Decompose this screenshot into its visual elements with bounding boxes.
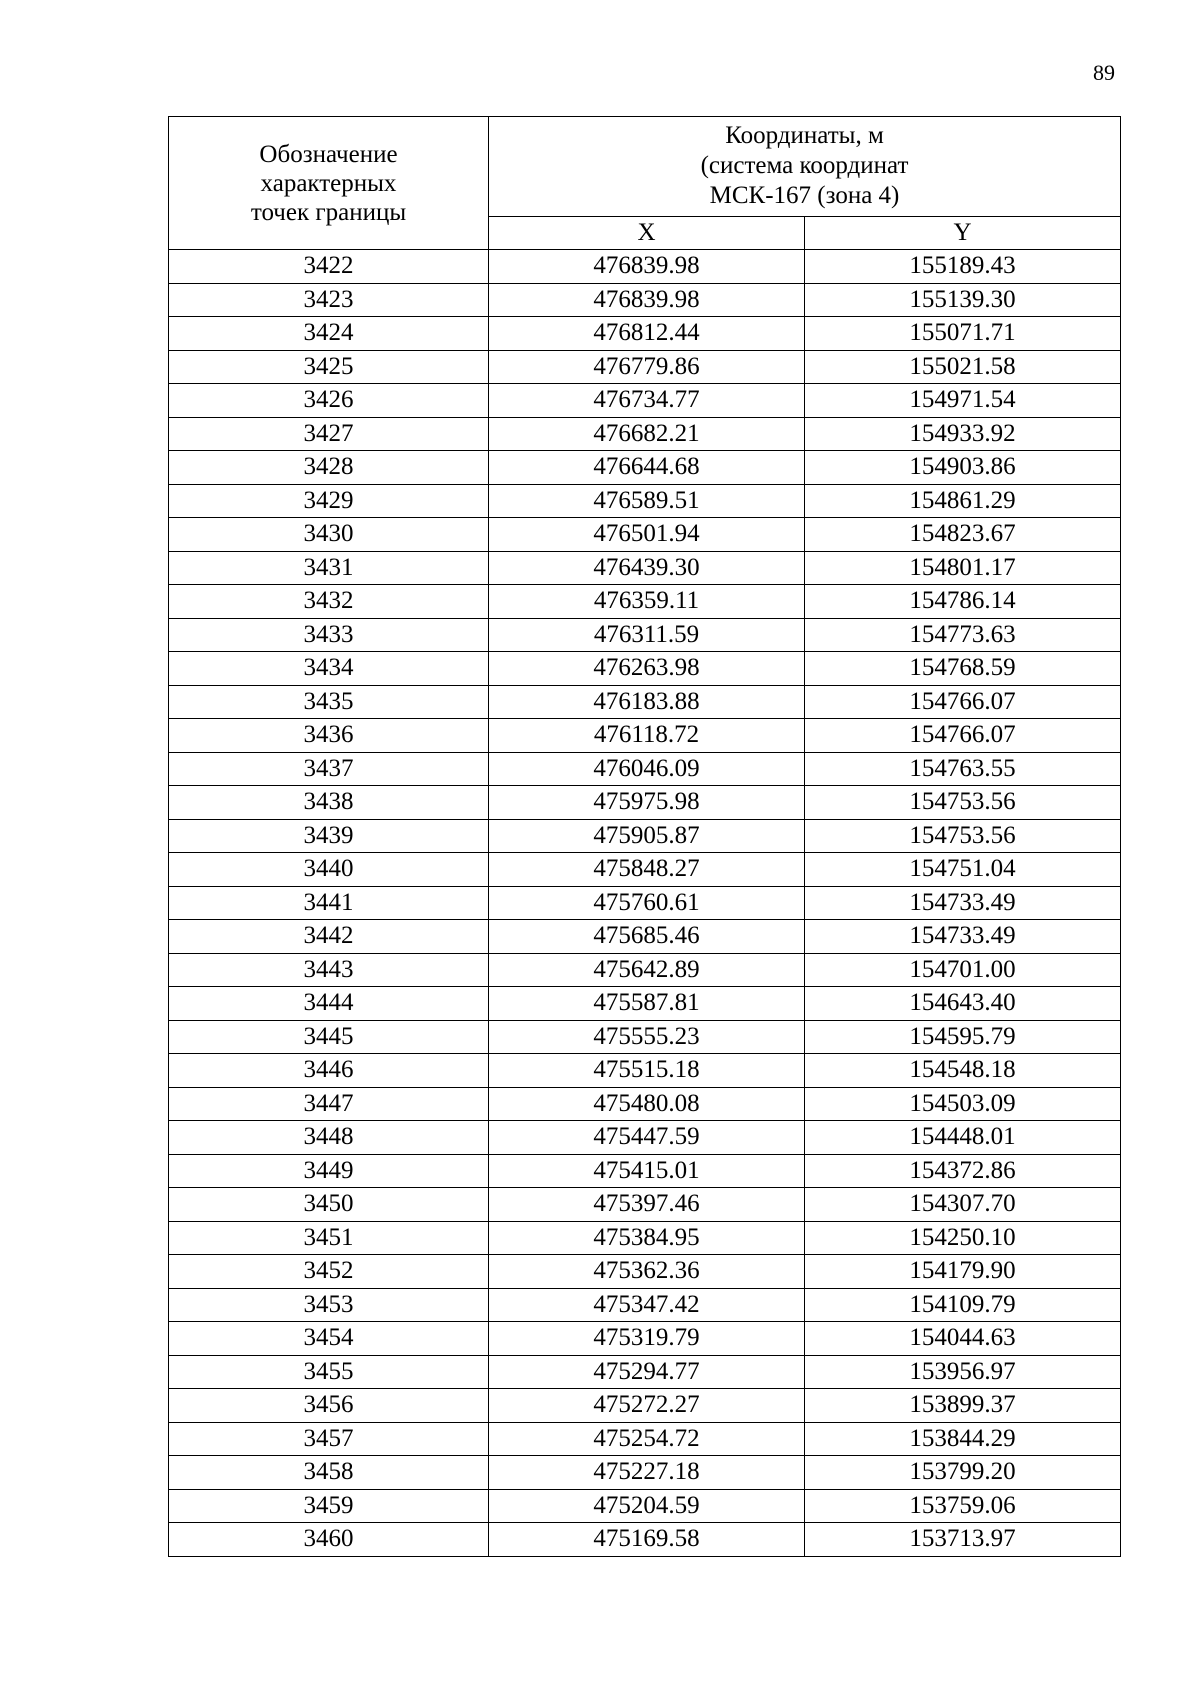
y-coordinate-cell: 154751.04	[805, 853, 1121, 887]
y-coordinate-cell: 154372.86	[805, 1154, 1121, 1188]
x-coordinate-cell: 476839.98	[489, 283, 805, 317]
table-row	[169, 1054, 1121, 1088]
x-coordinate-cell: 476734.77	[489, 384, 805, 418]
y-coordinate-cell: 154733.49	[805, 886, 1121, 920]
point-cell: 3437	[169, 752, 489, 786]
table-row	[169, 451, 1121, 485]
point-cell: 3436	[169, 719, 489, 753]
point-cell: 3454	[169, 1322, 489, 1356]
x-coordinate-cell: 476263.98	[489, 652, 805, 686]
table-row	[169, 1087, 1121, 1121]
x-coordinate-cell: 475294.77	[489, 1355, 805, 1389]
x-coordinate-cell: 476501.94	[489, 518, 805, 552]
y-coordinate-cell: 154595.79	[805, 1020, 1121, 1054]
point-cell: 3458	[169, 1456, 489, 1490]
y-coordinate-cell: 154307.70	[805, 1188, 1121, 1222]
x-coordinate-cell: 476644.68	[489, 451, 805, 485]
x-coordinate-cell: 475204.59	[489, 1489, 805, 1523]
header-row	[169, 117, 1121, 217]
y-coordinate-cell: 154786.14	[805, 585, 1121, 619]
x-coordinate-cell: 475415.01	[489, 1154, 805, 1188]
point-cell: 3448	[169, 1121, 489, 1155]
y-coordinate-cell: 153799.20	[805, 1456, 1121, 1490]
y-coordinate-cell: 154768.59	[805, 652, 1121, 686]
x-coordinate-cell: 475642.89	[489, 953, 805, 987]
coordinates-header: Координаты, м (система координат МСК-167 (зона 4)	[489, 117, 1121, 217]
table-row	[169, 1255, 1121, 1289]
coordinates-table	[168, 116, 1121, 1557]
point-cell: 3446	[169, 1054, 489, 1088]
table-row	[169, 1288, 1121, 1322]
table-row	[169, 1154, 1121, 1188]
table-row	[169, 819, 1121, 853]
table-row	[169, 1355, 1121, 1389]
table-row	[169, 1389, 1121, 1423]
table-row	[169, 1020, 1121, 1054]
x-coordinate-cell: 476311.59	[489, 618, 805, 652]
point-cell: 3450	[169, 1188, 489, 1222]
point-cell: 3431	[169, 551, 489, 585]
x-coordinate-cell: 476682.21	[489, 417, 805, 451]
y-coordinate-cell: 154766.07	[805, 685, 1121, 719]
point-cell: 3444	[169, 987, 489, 1021]
point-cell: 3442	[169, 920, 489, 954]
point-cell: 3453	[169, 1288, 489, 1322]
point-cell: 3430	[169, 518, 489, 552]
y-coordinate-cell: 154753.56	[805, 819, 1121, 853]
table-row	[169, 1422, 1121, 1456]
x-coordinate-cell: 475848.27	[489, 853, 805, 887]
point-cell: 3456	[169, 1389, 489, 1423]
table-row	[169, 752, 1121, 786]
x-coordinate-cell: 476118.72	[489, 719, 805, 753]
table-header	[169, 117, 1121, 250]
x-coordinate-cell: 476812.44	[489, 317, 805, 351]
table-row	[169, 484, 1121, 518]
y-coordinate-cell: 154753.56	[805, 786, 1121, 820]
point-cell: 3424	[169, 317, 489, 351]
y-coordinate-cell: 154823.67	[805, 518, 1121, 552]
point-cell: 3439	[169, 819, 489, 853]
table-row	[169, 250, 1121, 284]
table-row	[169, 719, 1121, 753]
y-coordinate-cell: 154971.54	[805, 384, 1121, 418]
point-cell: 3423	[169, 283, 489, 317]
point-cell: 3435	[169, 685, 489, 719]
y-coordinate-cell: 155021.58	[805, 350, 1121, 384]
table-body	[169, 250, 1121, 1557]
page-number: 89	[1093, 60, 1115, 85]
y-coordinate-cell: 155189.43	[805, 250, 1121, 284]
x-coordinate-cell: 475480.08	[489, 1087, 805, 1121]
table-row	[169, 685, 1121, 719]
point-cell: 3425	[169, 350, 489, 384]
x-coordinate-cell: 475975.98	[489, 786, 805, 820]
table-row	[169, 1121, 1121, 1155]
x-coordinate-cell: 475384.95	[489, 1221, 805, 1255]
table-row	[169, 618, 1121, 652]
point-cell: 3422	[169, 250, 489, 284]
table-row	[169, 853, 1121, 887]
x-coordinate-cell: 475760.61	[489, 886, 805, 920]
point-cell: 3427	[169, 417, 489, 451]
point-cell: 3428	[169, 451, 489, 485]
designation-header: Обозначение характерных точек границы	[169, 117, 489, 250]
table-row	[169, 317, 1121, 351]
point-cell: 3460	[169, 1523, 489, 1557]
x-coordinate-cell: 475905.87	[489, 819, 805, 853]
point-cell: 3449	[169, 1154, 489, 1188]
table-row	[169, 920, 1121, 954]
y-coordinate-cell: 154773.63	[805, 618, 1121, 652]
x-coordinate-cell: 475227.18	[489, 1456, 805, 1490]
point-cell: 3438	[169, 786, 489, 820]
y-coordinate-cell: 154933.92	[805, 417, 1121, 451]
point-cell: 3447	[169, 1087, 489, 1121]
x-coordinate-cell: 475362.36	[489, 1255, 805, 1289]
x-coordinate-cell: 476589.51	[489, 484, 805, 518]
y-coordinate-cell: 154250.10	[805, 1221, 1121, 1255]
table-row	[169, 1221, 1121, 1255]
point-cell: 3432	[169, 585, 489, 619]
table-row	[169, 384, 1121, 418]
x-coordinate-cell: 476046.09	[489, 752, 805, 786]
point-cell: 3451	[169, 1221, 489, 1255]
point-cell: 3445	[169, 1020, 489, 1054]
table-row	[169, 417, 1121, 451]
point-cell: 3426	[169, 384, 489, 418]
point-cell: 3443	[169, 953, 489, 987]
x-coordinate-cell: 475447.59	[489, 1121, 805, 1155]
y-coordinate-cell: 154801.17	[805, 551, 1121, 585]
y-coordinate-cell: 154179.90	[805, 1255, 1121, 1289]
x-coordinate-cell: 475272.27	[489, 1389, 805, 1423]
x-coordinate-cell: 475319.79	[489, 1322, 805, 1356]
point-cell: 3440	[169, 853, 489, 887]
point-cell: 3441	[169, 886, 489, 920]
table-row	[169, 886, 1121, 920]
point-cell: 3455	[169, 1355, 489, 1389]
table-row	[169, 518, 1121, 552]
point-cell: 3452	[169, 1255, 489, 1289]
x-coordinate-cell: 476439.30	[489, 551, 805, 585]
y-coordinate-cell: 153713.97	[805, 1523, 1121, 1557]
y-coordinate-cell: 155071.71	[805, 317, 1121, 351]
y-coordinate-cell: 153899.37	[805, 1389, 1121, 1423]
x-coordinate-cell: 476183.88	[489, 685, 805, 719]
y-coordinate-cell: 153759.06	[805, 1489, 1121, 1523]
y-coordinate-cell: 154763.55	[805, 752, 1121, 786]
y-coordinate-cell: 154548.18	[805, 1054, 1121, 1088]
x-coordinate-cell: 476839.98	[489, 250, 805, 284]
y-coordinate-cell: 153956.97	[805, 1355, 1121, 1389]
table-row	[169, 1188, 1121, 1222]
x-coordinate-cell: 476779.86	[489, 350, 805, 384]
y-coordinate-cell: 154643.40	[805, 987, 1121, 1021]
table-row	[169, 350, 1121, 384]
y-coordinate-cell: 153844.29	[805, 1422, 1121, 1456]
table-row	[169, 585, 1121, 619]
y-axis-header: Y	[805, 216, 1121, 249]
point-cell: 3459	[169, 1489, 489, 1523]
table-row	[169, 1523, 1121, 1557]
table-row	[169, 953, 1121, 987]
y-coordinate-cell: 154766.07	[805, 719, 1121, 753]
y-coordinate-cell: 154503.09	[805, 1087, 1121, 1121]
y-coordinate-cell: 154903.86	[805, 451, 1121, 485]
y-coordinate-cell: 154733.49	[805, 920, 1121, 954]
table-row	[169, 987, 1121, 1021]
x-coordinate-cell: 475685.46	[489, 920, 805, 954]
y-coordinate-cell: 154701.00	[805, 953, 1121, 987]
y-coordinate-cell: 154109.79	[805, 1288, 1121, 1322]
y-coordinate-cell: 154861.29	[805, 484, 1121, 518]
point-cell: 3433	[169, 618, 489, 652]
table-row	[169, 786, 1121, 820]
y-coordinate-cell: 155139.30	[805, 283, 1121, 317]
x-coordinate-cell: 475397.46	[489, 1188, 805, 1222]
table-row	[169, 652, 1121, 686]
x-coordinate-cell: 475555.23	[489, 1020, 805, 1054]
table-row	[169, 1322, 1121, 1356]
x-coordinate-cell: 475515.18	[489, 1054, 805, 1088]
x-coordinate-cell: 476359.11	[489, 585, 805, 619]
y-coordinate-cell: 154448.01	[805, 1121, 1121, 1155]
x-coordinate-cell: 475347.42	[489, 1288, 805, 1322]
x-axis-header: X	[489, 216, 805, 249]
table-row	[169, 283, 1121, 317]
table-row	[169, 1489, 1121, 1523]
x-coordinate-cell: 475254.72	[489, 1422, 805, 1456]
point-cell: 3434	[169, 652, 489, 686]
point-cell: 3457	[169, 1422, 489, 1456]
point-cell: 3429	[169, 484, 489, 518]
table-row	[169, 551, 1121, 585]
y-coordinate-cell: 154044.63	[805, 1322, 1121, 1356]
table-row	[169, 1456, 1121, 1490]
x-coordinate-cell: 475587.81	[489, 987, 805, 1021]
x-coordinate-cell: 475169.58	[489, 1523, 805, 1557]
